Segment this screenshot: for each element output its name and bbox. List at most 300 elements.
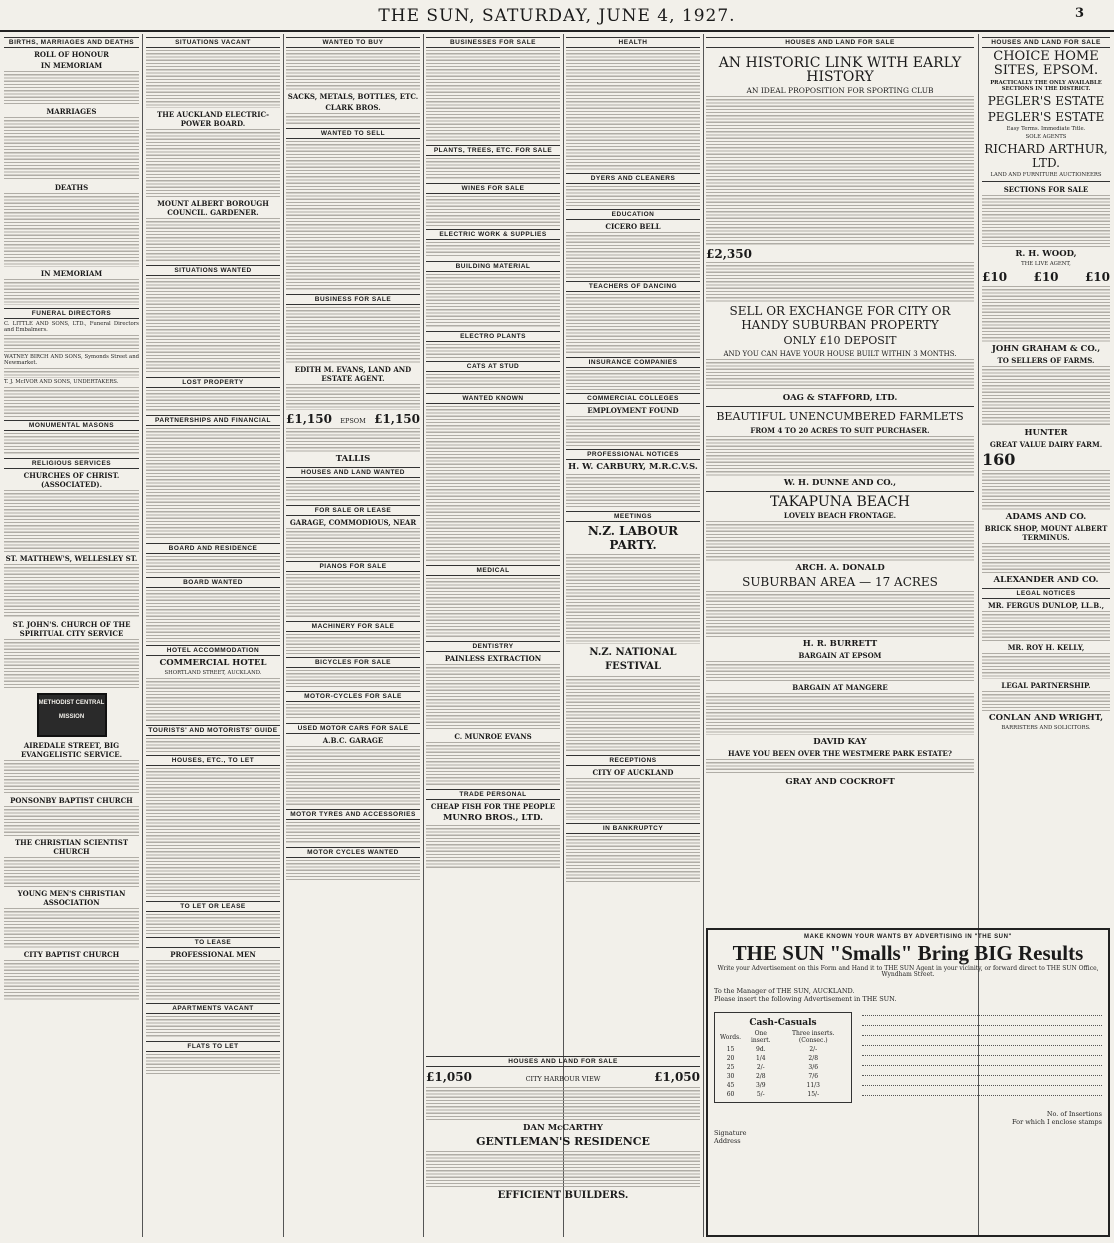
section-heading: PIANOS FOR SALE [286,561,420,572]
section-heading: TRADE PERSONAL [426,789,560,800]
text-block [566,50,700,170]
farmlets-subtitle: FROM 4 TO 20 ACRES TO SUIT PURCHASER. [750,426,930,435]
heading: PONSONBY BAPTIST CHURCH [10,796,133,806]
section-heading: HOUSES AND LAND WANTED [286,467,420,478]
heading: THE CHRISTIAN SCIENTIST CHURCH [14,838,129,857]
section-heading: MONUMENTAL MASONS [4,420,139,431]
heading: HAVE YOU BEEN OVER THE WESTMERE PARK ESTATE? [728,749,952,758]
estate-name: PEGLER'S ESTATE [987,94,1105,109]
table-cell: 5/- [756,1091,765,1099]
houses-wide-block [426,1053,700,1205]
text-block [4,564,139,618]
table-cell: 11/3 [806,1082,820,1090]
heading: BARGAIN AT MANGERE [792,683,888,692]
text-block [4,193,139,267]
text-block [566,186,700,206]
heading: IN MEMORIAM [40,269,103,278]
text-block [4,433,139,455]
section-heading: MOTOR CYCLES WANTED [286,847,420,858]
section-heading: COMMERCIAL COLLEGES [566,393,700,404]
text-block [426,274,560,328]
text-block [286,50,420,90]
text-block [4,117,139,181]
text-block [706,521,974,561]
firm-name: CONLAN AND WRIGHT, [988,712,1104,723]
text-block [146,590,280,642]
section-heading: BUSINESS FOR SALE [286,294,420,305]
estate-terms: Easy Terms. Immediate Title. [1006,126,1086,133]
ad-text-line[interactable] [862,1086,1102,1096]
text-block [286,307,420,363]
price-row [982,270,1110,284]
text-block [4,387,139,417]
text-block [566,836,700,884]
price-right: £1,050 [654,1070,700,1084]
agent-name: RICHARD ARTHUR, LTD. [984,142,1108,171]
table-cell: 15/- [807,1091,820,1099]
section-heading: HOUSES, ETC., TO LET [146,755,280,766]
text-block [706,759,974,775]
firm-name: HUNTER [1024,427,1068,438]
ad-text-line[interactable] [862,1036,1102,1046]
text-block [566,232,700,278]
text-block [706,436,974,476]
heading: EMPLOYMENT FOUND [587,406,679,415]
section-heading: WANTED KNOWN [426,393,560,404]
section-heading: ELECTRIC WORK & SUPPLIES [426,229,560,240]
text-block [706,591,974,637]
acres-value: 160 [982,449,1016,469]
text-block [426,242,560,258]
section-heading: HEALTH [566,37,700,48]
text-block [982,543,1110,573]
heading: CHEAP FISH FOR THE PEOPLE [430,802,556,811]
heading: ST. JOHN'S. CHURCH OF THE SPIRITUAL CITY SERVICE [12,620,131,639]
text-block [982,195,1110,247]
text-block [426,344,560,358]
suburban-title: SUBURBAN AREA — 17 ACRES [742,575,938,589]
heading: MARRIAGES [46,107,97,116]
table-cell: 60 [726,1091,735,1099]
table-row [718,1054,848,1063]
ad-text-line[interactable] [862,1026,1102,1036]
col-header: Words. [720,1033,742,1041]
section-heading: TO LEASE [146,937,280,948]
text-block [706,96,974,246]
section-heading: MOTOR TYRES AND ACCESSORIES [286,809,420,820]
text-block [146,960,280,1000]
heading: GREAT VALUE DAIRY FARM. [989,439,1103,449]
historic-title: AN HISTORIC LINK WITH EARLY HISTORY [718,55,962,85]
form-instructions: Write your Advertisement on this Form and Hand it to THE SUN Agent in your vicinity, or forward direct to THE SUN Office, Wyndham Street. [717,965,1099,979]
insertions-label: No. of Insertions [1046,1110,1102,1119]
heading: ROLL OF HONOUR [34,50,109,59]
text-block [286,860,420,880]
table-cell: 20 [726,1055,735,1063]
section-heading: BUSINESSES FOR SALE [426,37,560,48]
text-block [4,368,139,378]
text-block [4,71,139,105]
section-heading: APARTMENTS VACANT [146,1003,280,1014]
heading: A.B.C. GARAGE [322,736,384,745]
choice-subtitle: PRACTICALLY THE ONLY AVAILABLE SECTIONS IN THE DISTRICT. [990,80,1102,93]
section-heading: TO LET OR LEASE [146,901,280,912]
firm-name: DAVID KAY [813,737,867,747]
firm-name: GRAY AND COCKROFT [785,777,895,787]
text-block [146,768,280,898]
table-row [718,1081,848,1090]
section-heading: PARTNERSHIPS AND FINANCIAL [146,415,280,426]
heading: EFFICIENT BUILDERS. [497,1190,629,1201]
agent-name: TALLIS [335,454,371,464]
methodist-mission-logo: METHODIST CENTRAL MISSION [37,693,107,737]
text-block [286,480,420,502]
firm-name: H. R. BURRETT [802,639,878,649]
section-heading: LEGAL NOTICES [982,588,1110,599]
heading: DEATHS [54,183,89,192]
table-row [718,1063,848,1072]
text-block [982,653,1110,679]
smalls-advert-form [706,928,1110,1237]
takapuna-subtitle: LOVELY BEACH FRONTAGE. [783,511,897,520]
table-cell: 1/4 [755,1055,766,1063]
sell-exchange-title: SELL OR EXCHANGE FOR CITY OR HANDY SUBURBAN PROPERTY [729,304,951,332]
firm-name: MUNRO BROS., LTD. [442,813,544,823]
firm-name: R. H. WOOD, [1015,249,1077,260]
ad-lines [862,1006,1102,1103]
section-heading: MACHINERY FOR SALE [286,621,420,632]
form-please-insert: Please insert the following Advertisement in THE SUN. [714,995,897,1004]
section-heading: PLANTS, TREES, ETC. FOR SALE [426,145,560,156]
section-heading: FOR SALE OR LEASE [286,505,420,516]
section-heading: ELECTRO PLANTS [426,331,560,342]
text-block [426,196,560,226]
text-block [426,406,560,562]
heading: LEGAL PARTNERSHIP. [1001,680,1091,690]
column-1 [4,34,139,1237]
ad-text-line[interactable] [862,1076,1102,1086]
section-heading: FLATS TO LET [146,1041,280,1052]
historic-subtitle: AN IDEAL PROPOSITION FOR SPORTING CLUB [746,86,934,95]
text-block [286,428,420,452]
heading: GENTLEMAN'S RESIDENCE [476,1135,650,1148]
firm-subtitle: BARRISTERS AND SOLICITORS. [1001,724,1091,731]
firm-name: ARCH. A. DONALD [795,563,885,573]
text-block [566,778,700,820]
text-block [426,825,560,869]
text-block [982,611,1110,641]
estate-name: PEGLER'S ESTATE [987,110,1105,125]
text-block [706,661,974,681]
price: £10 [1033,269,1059,284]
section-heading: HOUSES AND LAND FOR SALE [982,37,1110,48]
heading: CICERO BELL [605,222,661,231]
text-block [566,474,700,508]
price: £10 [982,269,1008,284]
text-block [4,490,139,552]
ad-text-line[interactable] [862,1046,1102,1056]
takapuna-title: TAKAPUNA BEACH [769,494,910,510]
masthead-title: THE SUN, SATURDAY, JUNE 4, 1927. [378,6,736,26]
section-heading: EDUCATION [566,209,700,220]
text-block [146,50,280,108]
enclose-label: For which I enclose stamps [1012,1118,1102,1127]
heading: MR. ROY H. KELLY, [1007,642,1085,652]
text-block [146,129,280,197]
heading: THE AUCKLAND ELECTRIC-POWER BOARD. [157,110,269,128]
hotel-address: SHORTLAND STREET, AUCKLAND. [164,670,262,676]
text-block [146,556,280,574]
price-label: CITY HARBOUR VIEW [525,1075,601,1083]
section-heading: IN BANKRUPTCY [566,823,700,834]
firm-name: OAG & STAFFORD, LTD. [782,393,898,403]
section-heading: LOST PROPERTY [146,377,280,388]
section-heading: RECEPTIONS [566,755,700,766]
heading: CLARK BROS. [325,103,381,112]
text-block [426,1151,700,1187]
heading: GARAGE, COMMODIOUS, NEAR [289,518,417,527]
column-rule [423,34,424,1237]
col-header: Three inserts. (Consec.) [792,1030,835,1045]
text-block [426,742,560,786]
masthead [0,0,1114,32]
advert: WATNEY BIRCH AND SONS, Symonds Street and Newmarket. [4,354,139,367]
heading: AIREDALE STREET, BIG EVANGELISTIC SERVICE. [20,741,123,760]
rates-table [718,1029,848,1099]
section-heading: HOUSES AND LAND FOR SALE [426,1056,700,1067]
column-rule [142,34,143,1237]
column-rule [283,34,284,1237]
table-row [718,1072,848,1081]
table-cell: 3/9 [755,1082,766,1090]
deposit-subtitle: AND YOU CAN HAVE YOUR HOUSE BUILT WITHIN 3 MONTHS. [723,350,957,358]
choice-title: CHOICE HOME SITES, EPSOM. [993,49,1099,78]
text-block [4,760,139,794]
text-block [566,554,700,644]
table-row [718,1090,848,1099]
section-heading: USED MOTOR CARS FOR SALE [286,723,420,734]
section-heading: HOUSES AND LAND FOR SALE [706,37,974,48]
firm-subtitle: THE LIVE AGENT, [1021,261,1071,268]
firm-name: ADAMS AND CO. [1005,511,1087,522]
heading: BRICK SHOP, MOUNT ALBERT TERMINUS. [984,523,1108,542]
text-block [4,908,139,948]
text-block [706,262,974,302]
text-block [146,1016,280,1038]
section-heading: MEDICAL [426,565,560,576]
page-number: 3 [1074,6,1084,21]
text-block [4,960,139,1000]
ad-text-line[interactable] [862,1066,1102,1076]
price-row [426,1070,700,1084]
heading: ST. MATTHEW'S, WELLESLEY ST. [5,554,138,564]
text-block [4,806,139,836]
section-heading: HOTEL ACCOMMODATION [146,645,280,656]
section-heading: DENTISTRY [426,641,560,652]
form-banner: MAKE KNOWN YOUR WANTS BY ADVERTISING IN "THE SUN" [804,934,1012,940]
section-heading: WANTED TO SELL [286,128,420,139]
text-block [146,390,280,412]
firm-name: H. W. CARBURY, M.R.C.V.S. [568,462,698,472]
sole-agents: SOLE AGENTS [1025,134,1067,141]
text-block [286,704,420,720]
table-cell: 25 [726,1064,735,1072]
section-heading: BIRTHS, MARRIAGES AND DEATHS [4,37,139,48]
price: £10 [1084,269,1110,284]
firm-name: ALEXANDER AND CO. [993,574,1099,585]
text-block [286,141,420,291]
heading: SECTIONS FOR SALE [1003,185,1089,195]
table-row [718,1045,848,1054]
text-block [146,428,280,540]
festival-title: N.Z. NATIONAL FESTIVAL [589,647,677,672]
price-right: £1,150 [374,412,420,426]
section-heading: WANTED TO BUY [286,37,420,48]
epsom-price-row [286,412,420,426]
section-heading: BOARD WANTED [146,577,280,588]
historic-price: £2,350 [706,247,752,261]
section-heading: BOARD AND RESIDENCE [146,543,280,554]
firm-name: W. H. DUNNE AND CO., [783,478,897,488]
text-block [286,822,420,844]
table-cell: 9d. [756,1046,766,1054]
ad-text-line[interactable] [862,1016,1102,1026]
labour-party-title: N.Z. LABOUR PARTY. [587,524,679,552]
text-block [146,738,280,752]
section-heading: SITUATIONS WANTED [146,265,280,276]
text-block [426,374,560,390]
section-heading: TOURISTS' AND MOTORISTS' GUIDE [146,725,280,736]
table-cell: 7/6 [808,1073,819,1081]
text-block [982,691,1110,711]
section-heading: INSURANCE COMPANIES [566,357,700,368]
divider [706,491,974,492]
heading: CITY OF AUCKLAND [592,768,674,777]
text-block [4,639,139,689]
table-cell: 2/8 [808,1055,819,1063]
col-header: One insert. [750,1030,771,1045]
form-title: THE SUN "Smalls" Bring BIG Results [732,941,1084,965]
cash-title: Cash-Casuals [749,1018,817,1029]
text-block [982,366,1110,426]
column-rule [703,34,704,1237]
section-heading: TEACHERS OF DANCING [566,281,700,292]
section-heading: FUNERAL DIRECTORS [4,308,139,319]
text-block [286,670,420,688]
divider [982,181,1110,182]
text-block [706,693,974,735]
agent-subtitle: LAND AND FURNITURE AUCTIONEERS [990,172,1102,179]
text-block [706,359,974,391]
farmlets-title: BEAUTIFUL UNENCUMBERED FARMLETS [716,410,964,423]
text-block [286,574,420,618]
text-block [982,470,1110,510]
heading: MOUNT ALBERT BOROUGH COUNCIL. GARDENER. [157,199,269,217]
divider [706,406,974,407]
heading: C. MUNROE EVANS [454,732,532,741]
text-block [4,279,139,305]
text-block [566,370,700,390]
table-cell: 3/6 [808,1064,819,1072]
section-heading: MEETINGS [566,511,700,522]
column-7 [982,34,1110,924]
text-block [4,857,139,887]
heading: EDITH M. EVANS, LAND AND ESTATE AGENT. [294,365,412,383]
cash-casuals-table [714,1012,852,1103]
deposit-title: ONLY £10 DEPOSIT [783,334,897,347]
table-cell: 45 [726,1082,735,1090]
text-block [426,1087,700,1121]
section-heading: CATS AT STUD [426,361,560,372]
signature-label: Signature [714,1128,747,1137]
table-cell: 2/8 [755,1073,766,1081]
heading: SACKS, METALS, BOTTLES, ETC. [287,92,419,101]
advert: T. J. McIVOR AND SONS, UNDERTAKERS. [4,379,119,386]
ad-text-line[interactable] [862,1006,1102,1016]
price-label: EPSOM [340,417,366,425]
text-block [146,914,280,934]
firm-name: JOHN GRAHAM & CO., [991,343,1101,354]
heading: TO SELLERS OF FARMS. [997,355,1095,365]
text-block [146,278,280,374]
price-left: £1,050 [426,1070,472,1084]
text-block [286,746,420,806]
text-block [286,634,420,654]
text-block [4,335,139,353]
text-block [566,294,700,354]
section-heading: PROFESSIONAL NOTICES [566,449,700,460]
text-block [426,158,560,180]
table-cell: 15 [726,1046,735,1054]
heading: CITY BAPTIST CHURCH [23,950,120,960]
table-cell: 2/- [756,1064,765,1072]
text-block [982,286,1110,342]
address-label: Address [714,1136,741,1145]
heading: PROFESSIONAL MEN [170,950,256,960]
text-block [426,664,560,730]
heading: YOUNG MEN'S CHRISTIAN ASSOCIATION [17,889,126,908]
text-block [566,676,700,752]
heading: BARGAIN AT EPSOM [798,651,882,660]
price-left: £1,150 [286,412,332,426]
text-block [286,384,420,410]
section-heading: BICYCLES FOR SALE [286,657,420,668]
advert: C. LITTLE AND SONS, LTD., Funeral Directors and Embalmers. [4,321,139,334]
section-heading: MOTOR-CYCLES FOR SALE [286,691,420,702]
heading: IN MEMORIAM [40,61,103,70]
section-heading: RELIGIOUS SERVICES [4,458,139,469]
text-block [286,113,420,125]
section-heading: SITUATIONS VACANT [146,37,280,48]
text-block [286,528,420,558]
table-cell: 2/- [809,1046,818,1054]
text-block [566,416,700,446]
hotel-name: COMMERCIAL HOTEL [159,658,267,668]
column-3 [286,34,420,1237]
section-heading: WINES FOR SALE [426,183,560,194]
table-cell: 30 [726,1073,735,1081]
section-heading: BUILDING MATERIAL [426,261,560,272]
text-block [146,678,280,722]
section-heading: DYERS AND CLEANERS [566,173,700,184]
form-to-manager: To the Manager of THE SUN, AUCKLAND. [714,987,855,996]
ad-text-line[interactable] [862,1056,1102,1066]
text-block [426,50,560,142]
heading: PAINLESS EXTRACTION [444,654,542,663]
heading: CHURCHES OF CHRIST. (ASSOCIATED). [23,471,120,490]
column-5 [566,34,700,1049]
text-block [146,1054,280,1074]
